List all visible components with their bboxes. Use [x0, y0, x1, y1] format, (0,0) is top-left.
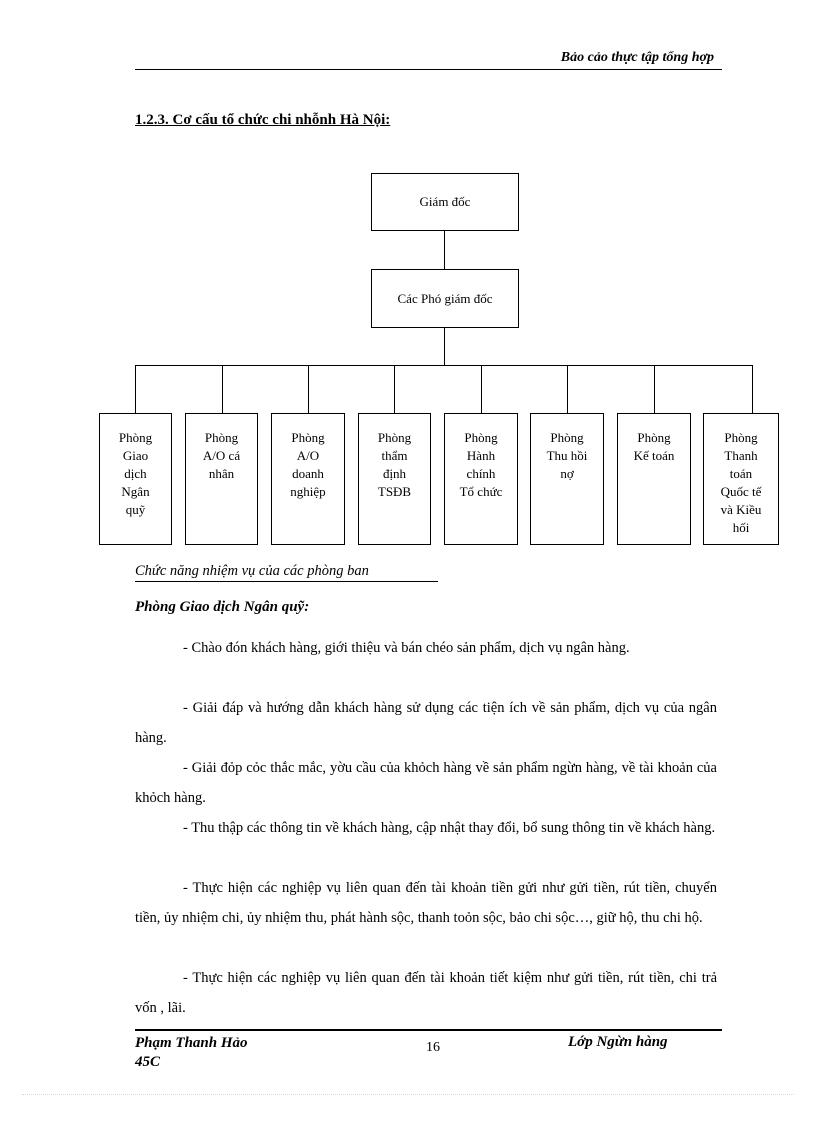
body-paragraph: - Chào đón khách hàng, giới thiệu và bán chéo sản phẩm, dịch vụ ngân hàng.	[183, 640, 630, 656]
connector-director-deputy	[444, 231, 445, 269]
deputy-box	[371, 269, 519, 328]
subheading: Phòng Giao dịch Ngân quỹ:	[135, 599, 310, 615]
dept-connector	[481, 365, 482, 413]
director-box	[371, 173, 519, 231]
body-paragraph: - Thu thập các thông tin về khách hàng, cập nhật thay đổi, bổ sung thông tin về khách hàng.	[183, 820, 716, 836]
author-name-line2: 45C	[135, 1054, 161, 1070]
dept-box-ao-ca-nhan: Phòng A/O cá nhân	[185, 413, 258, 545]
dept-box-hanh-chinh-to-chuc: Phòng Hành chính Tổ chức	[444, 413, 518, 545]
body-paragraph: - Giải đáp và hướng dẫn khách hàng sử dụng các tiện ích về sản phẩm, dịch vụ của ngân hàng.	[135, 700, 717, 746]
deputy-label: Các Phó giám đốc	[397, 290, 493, 306]
header-rule	[135, 69, 722, 70]
page-number: 16	[426, 1040, 440, 1055]
dept-box-thu-hoi-no: Phòng Thu hồi nợ	[530, 413, 604, 545]
dept-connector	[567, 365, 568, 413]
dept-connector	[222, 365, 223, 413]
header-title: Bảo cảo thực tập tổng hợp	[560, 50, 714, 65]
section-title: 1.2.3. Cơ cấu tổ chức chi nhỗnh Hà Nội:	[135, 112, 391, 128]
dept-box-thanh-toan-quoc-te: Phòng Thanh toán Quốc tế và Kiều hối	[703, 413, 779, 545]
author-name	[135, 1034, 248, 1072]
body-paragraph: - Thực hiện các nghiệp vụ liên quan đến tài khoản tiết kiệm như gửi tiền, rút tiền, chi trả vốn , lãi.	[135, 970, 717, 1016]
body-paragraph: - Giải đỏp cỏc thắc mắc, yờu cầu của khỏch hàng về sản phẩm ngừn hàng, về tài khoản của khỏch hàng.	[135, 760, 717, 806]
dept-box-ke-toan: Phòng Kế toán	[617, 413, 691, 545]
body-paragraph: - Thực hiện các nghiệp vụ liên quan đến tài khoản tiền gửi như gửi tiền, rút tiền, chuyển tiền, ủy nhiệm chi, ủy nhiệm thu, phát hành sộc, thanh toỏn sộc, bảo chi sộc…, giữ hộ, thu chi hộ.	[135, 880, 717, 926]
dept-box-giao-dich-ngan-quy: Phòng Giao dịch Ngân quỹ	[99, 413, 172, 545]
footer-rule	[135, 1029, 722, 1031]
author-name-line1: Phạm Thanh Hảo	[135, 1035, 248, 1051]
dept-box-tham-dinh-tsdb: Phòng thẩm định TSĐB	[358, 413, 431, 545]
dept-connector	[135, 365, 136, 413]
page-bottom-dotted-rule	[22, 1094, 794, 1095]
chart-caption: Chức năng nhiệm vụ của các phòng ban	[135, 563, 369, 579]
dept-connector	[752, 365, 753, 413]
caption-underline	[135, 581, 438, 582]
dept-box-ao-doanh-nghiep: Phòng A/O doanh nghiệp	[271, 413, 345, 545]
dept-connector	[308, 365, 309, 413]
horizontal-bus	[135, 365, 753, 366]
dept-connector	[654, 365, 655, 413]
director-label: Giám đốc	[419, 194, 471, 209]
dept-connector	[394, 365, 395, 413]
class-name: Lớp Ngừn hàng	[568, 1034, 668, 1050]
connector-deputy-bus	[444, 328, 445, 366]
